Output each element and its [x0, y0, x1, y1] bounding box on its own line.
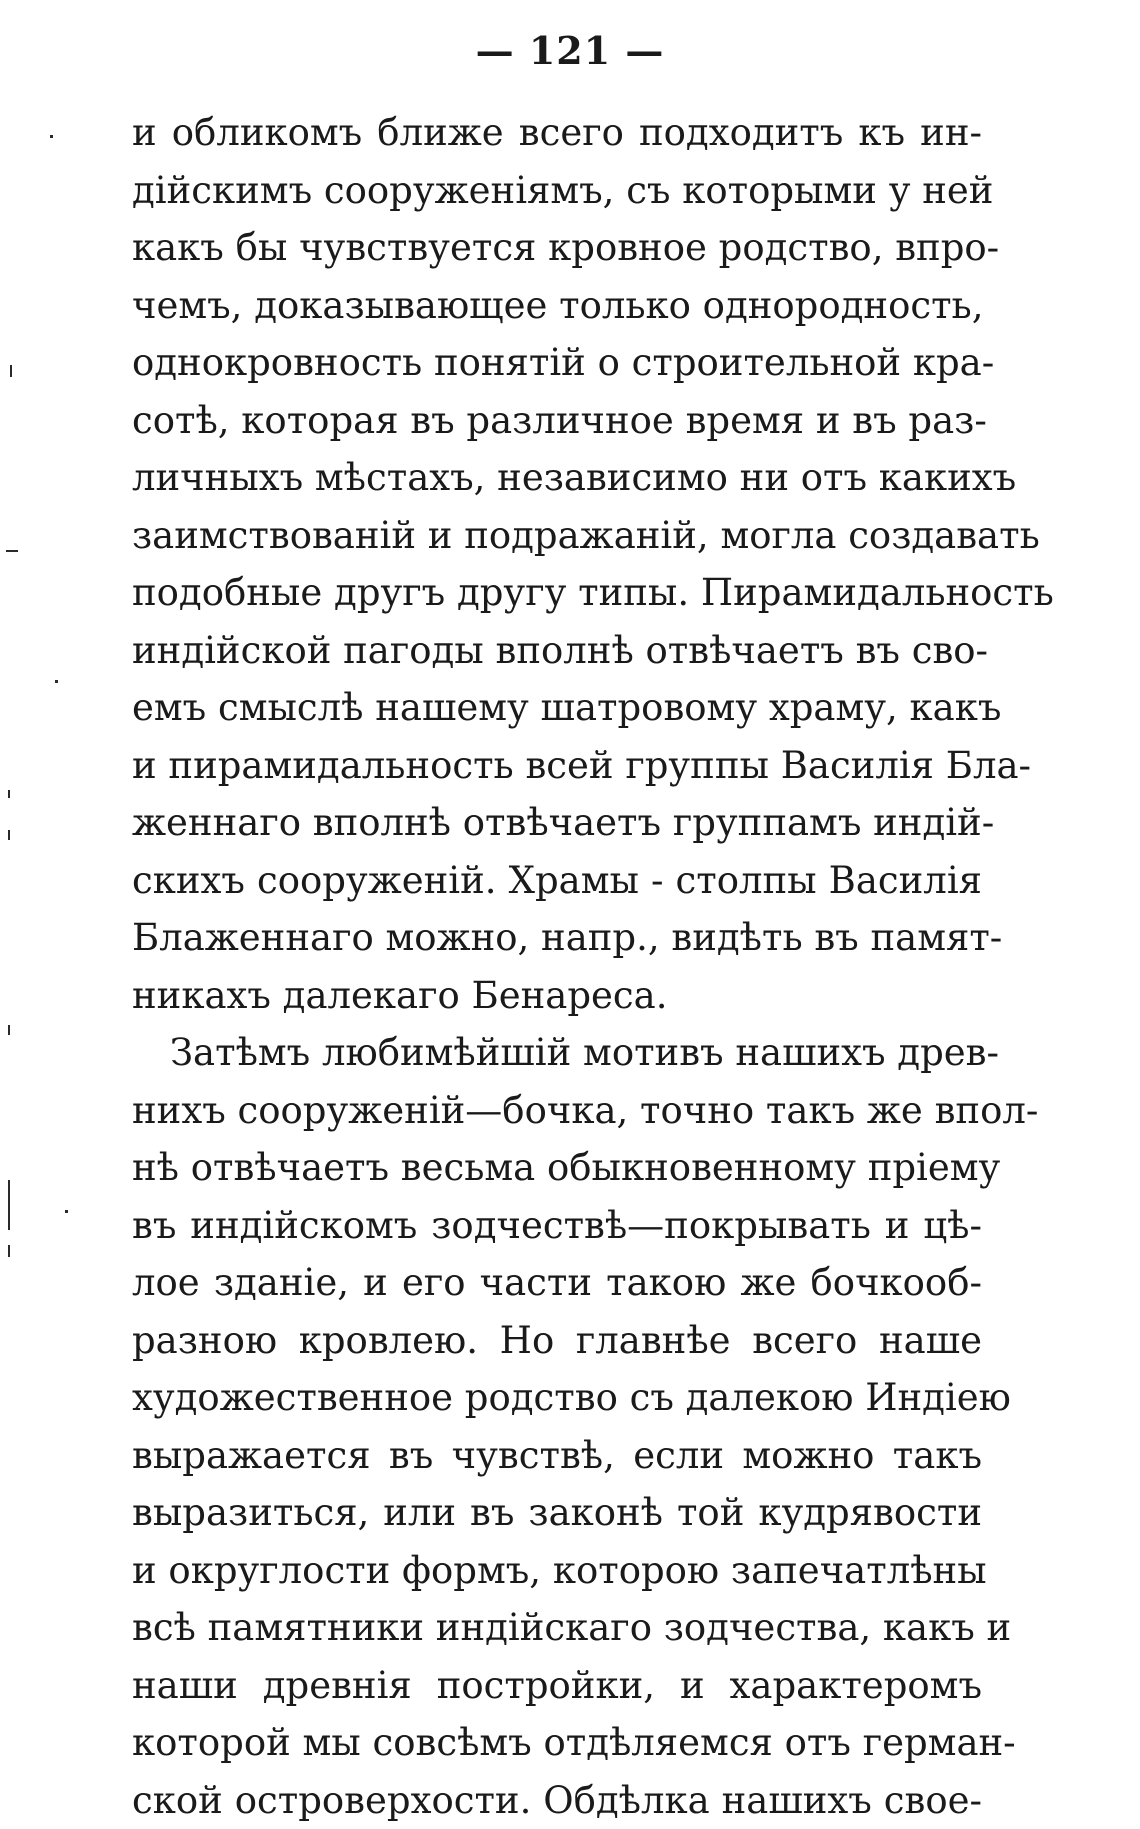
text-line: сотѣ, которая въ различное время и въ раз- [132, 392, 982, 450]
text-line: однокровность понятій о строительной кра- [132, 334, 982, 392]
text-line: выражается въ чувствѣ, если можно такъ [132, 1427, 982, 1485]
text-line: чемъ, доказывающее только однородность, [132, 277, 982, 335]
text-line: и обликомъ ближе всего подходитъ къ ин- [132, 104, 982, 162]
scan-speck [65, 1210, 68, 1213]
text-line: ской островерхости. Обдѣлка нашихъ свое- [132, 1772, 982, 1829]
text-line: какъ бы чувствуется кровное родство, впро- [132, 219, 982, 277]
text-line: подобные другъ другу типы. Пирамидальность [132, 564, 982, 622]
text-line: никахъ далекаго Бенареса. [132, 967, 982, 1025]
scan-speck [55, 680, 58, 683]
text-line: емъ смыслѣ нашему шатровому храму, какъ [132, 679, 982, 737]
text-line: и пирамидальность всей группы Василія Бла- [132, 737, 982, 795]
paragraph-1 [132, 104, 982, 1024]
text-line: Затѣмъ любимѣйшій мотивъ нашихъ древ- [132, 1024, 982, 1082]
text-line: заимствованій и подражаній, могла создавать [132, 507, 982, 565]
text-line: нихъ сооруженій—бочка, точно такъ же впол- [132, 1082, 982, 1140]
text-line: дійскимъ сооруженіямъ, съ которыми у ней [132, 162, 982, 220]
text-line: личныхъ мѣстахъ, независимо ни отъ какихъ [132, 449, 982, 507]
text-line: выразиться, или въ законѣ той кудрявости [132, 1484, 982, 1542]
text-line: и округлости формъ, которою запечатлѣны [132, 1542, 982, 1600]
text-line: въ индійскомъ зодчествѣ—покрывать и цѣ- [132, 1197, 982, 1255]
scan-speck [10, 365, 12, 377]
text-line: всѣ памятники индійскаго зодчества, какъ и [132, 1599, 982, 1657]
text-line: наши древнія постройки, и характеромъ [132, 1657, 982, 1715]
text-line: которой мы совсѣмъ отдѣляемся отъ герман- [132, 1714, 982, 1772]
text-line: нѣ отвѣчаетъ весьма обыкновенному пріему [132, 1139, 982, 1197]
text-line: скихъ сооруженій. Храмы - столпы Василія [132, 852, 982, 910]
text-block [132, 104, 982, 1829]
page-number: — 121 — [0, 28, 1140, 73]
scan-speck [8, 1245, 10, 1257]
scan-speck [6, 550, 18, 552]
text-line: лое зданіе, и его части такою же бочкооб- [132, 1254, 982, 1312]
scan-speck [50, 135, 53, 138]
text-line: индійской пагоды вполнѣ отвѣчаетъ въ сво- [132, 622, 982, 680]
text-line: художественное родство съ далекою Индіею [132, 1369, 982, 1427]
scan-speck [8, 790, 10, 798]
text-line: женнаго вполнѣ отвѣчаетъ группамъ индій- [132, 794, 982, 852]
text-line: разною кровлею. Но главнѣе всего наше [132, 1312, 982, 1370]
paragraph-2 [132, 1024, 982, 1829]
scan-speck [8, 1025, 10, 1035]
text-line: Блаженнаго можно, напр., видѣть въ памят- [132, 909, 982, 967]
scan-speck [8, 830, 10, 840]
scan-speck [8, 1180, 10, 1230]
